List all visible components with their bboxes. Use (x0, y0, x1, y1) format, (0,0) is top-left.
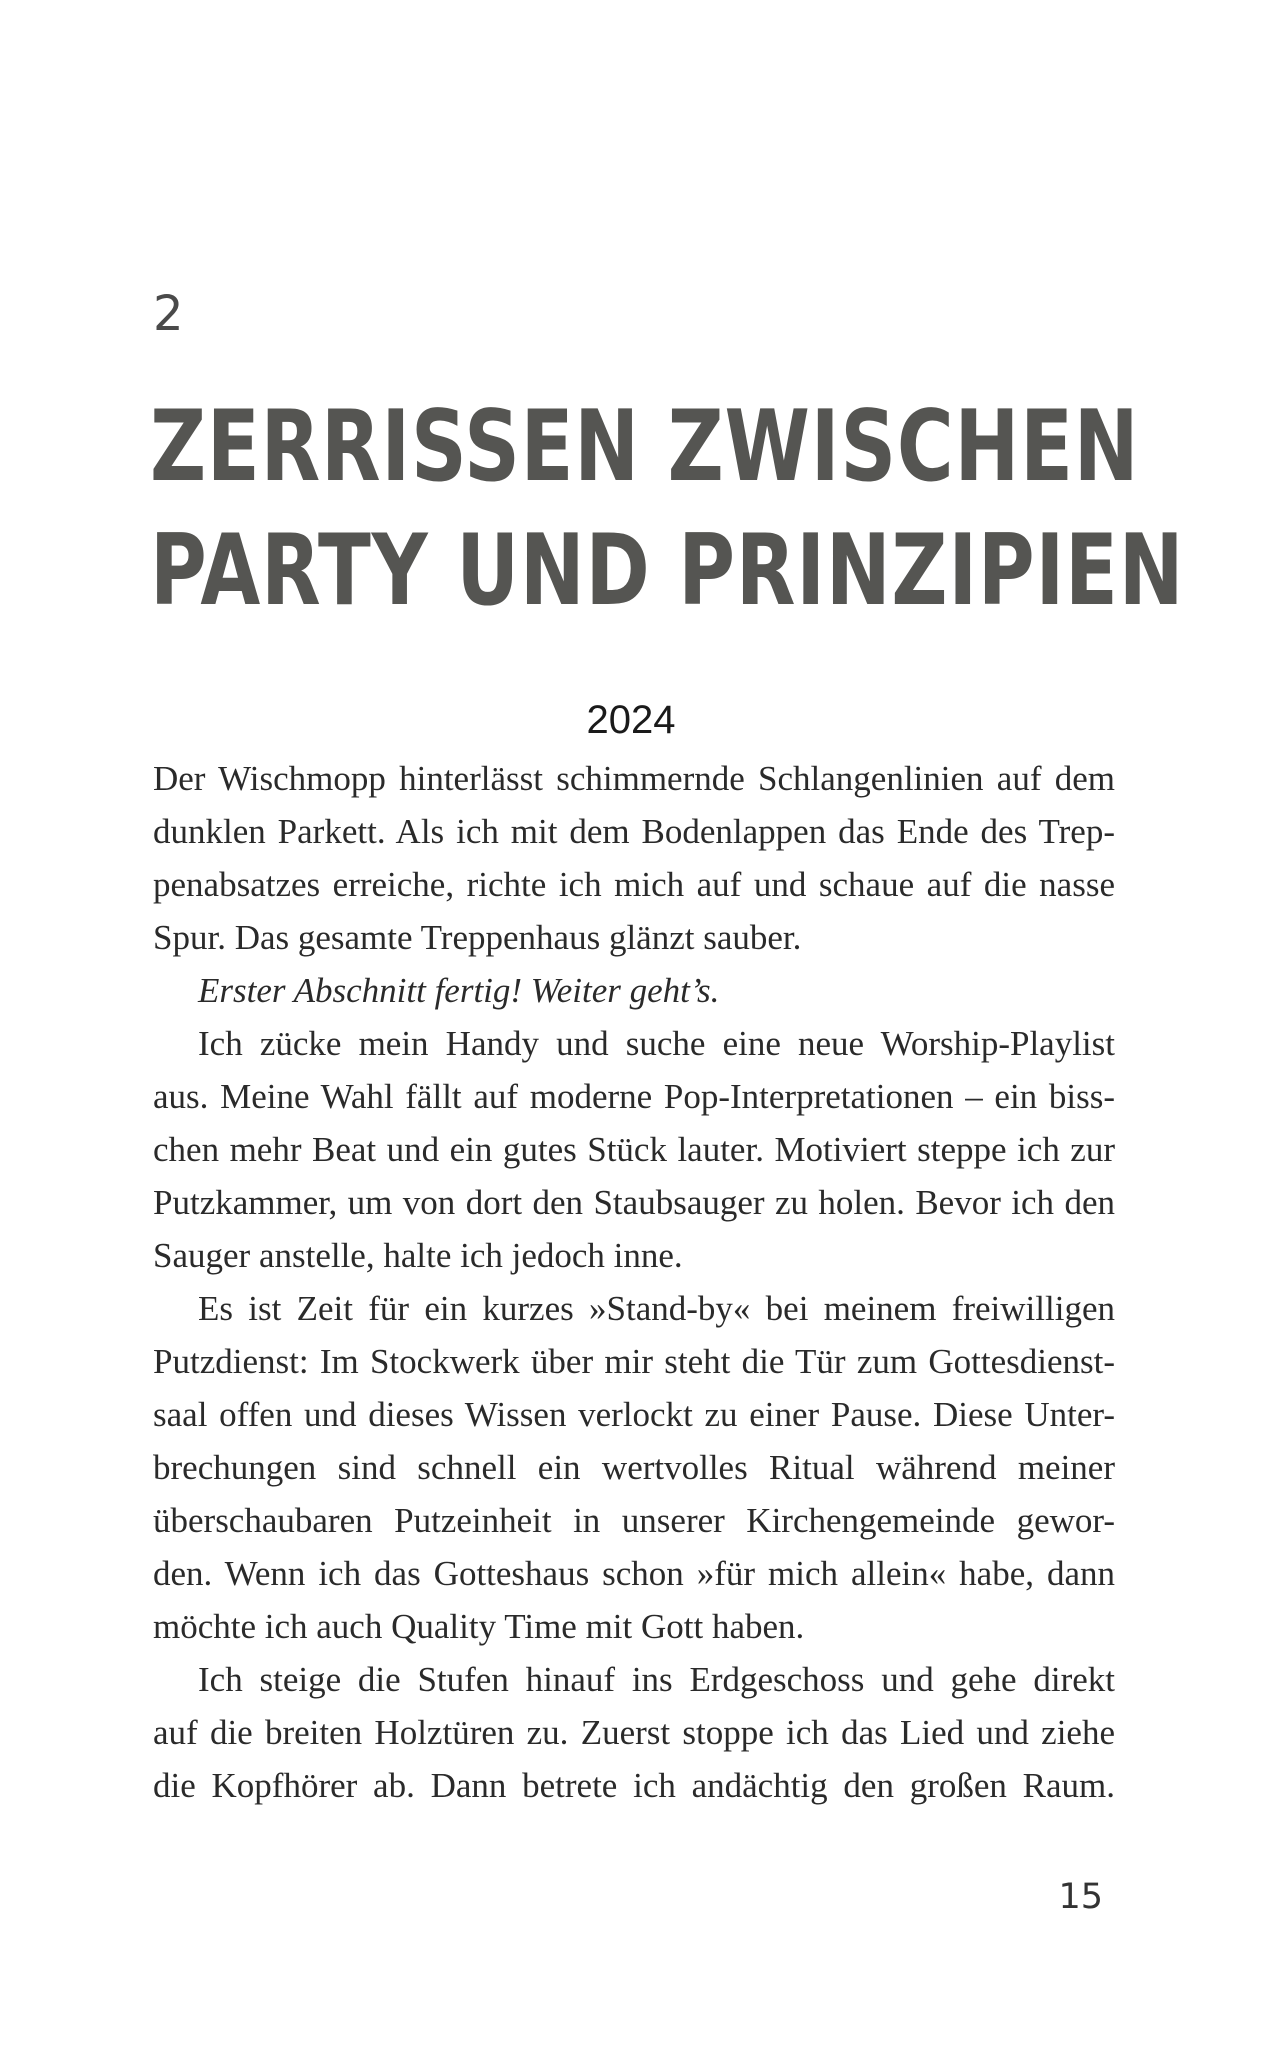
text-line: dunklen Parkett. Als ich mit dem Bodenlappen das Ende des Trep- (153, 812, 1115, 851)
text-line: Putzkammer, um von dort den Staubsauger zu holen. Bevor ich den (153, 1183, 1115, 1222)
text-line: Spur. Das gesamte Treppenhaus glänzt sauber. (153, 918, 802, 957)
text-line: chen mehr Beat und ein gutes Stück lauter. Motiviert steppe ich zur (153, 1130, 1115, 1169)
text-line: Ich steige die Stufen hinauf ins Erdgeschoss und gehe direkt (198, 1660, 1115, 1699)
paragraph (153, 1017, 1115, 1282)
text-line: penabsatzes erreiche, richte ich mich auf und schaue auf die nasse (153, 865, 1115, 904)
chapter-title (150, 385, 1185, 633)
page-number: 15 (1058, 1877, 1103, 1917)
text-line: brechungen sind schnell ein wertvolles Ritual während meiner (153, 1448, 1115, 1487)
text-line: saal offen und dieses Wissen verlockt zu einer Pause. Diese Unter- (153, 1395, 1115, 1434)
paragraph (153, 964, 1115, 1017)
text-line: Erster Abschnitt fertig! Weiter geht’s. (198, 971, 720, 1010)
paragraph (153, 752, 1115, 964)
text-line: überschaubaren Putzeinheit in unserer Kirchengemeinde gewor- (153, 1501, 1115, 1540)
chapter-title-line: ZERRISSEN ZWISCHEN (150, 390, 1140, 504)
text-line: Es ist Zeit für ein kurzes »Stand-by« bei meinem freiwilligen (198, 1289, 1115, 1328)
text-line: die Kopfhörer ab. Dann betrete ich andächtig den großen Raum. (153, 1766, 1115, 1805)
text-line: Ich zücke mein Handy und suche eine neue Worship-Playlist (198, 1024, 1115, 1063)
text-line: möchte ich auch Quality Time mit Gott haben. (153, 1607, 805, 1646)
chapter-number: 2 (153, 286, 184, 342)
paragraph (153, 1653, 1115, 1812)
text-line: den. Wenn ich das Gotteshaus schon »für mich allein« habe, dann (153, 1554, 1115, 1593)
text-line: Sauger anstelle, halte ich jedoch inne. (153, 1236, 683, 1275)
text-line: Putzdienst: Im Stockwerk über mir steht die Tür zum Gottesdienst- (153, 1342, 1115, 1381)
text-line: Der Wischmopp hinterlässt schimmernde Schlangenlinien auf dem (153, 759, 1115, 798)
text-line: auf die breiten Holztüren zu. Zuerst stoppe ich das Lied und ziehe (153, 1713, 1115, 1752)
paragraph (153, 1282, 1115, 1653)
text-line: aus. Meine Wahl fällt auf moderne Pop-Interpretationen – ein biss- (153, 1077, 1115, 1116)
section-heading: 2024 (586, 698, 676, 742)
chapter-title-line: PARTY UND PRINZIPIEN (150, 514, 1185, 628)
body-text (153, 752, 1115, 1812)
